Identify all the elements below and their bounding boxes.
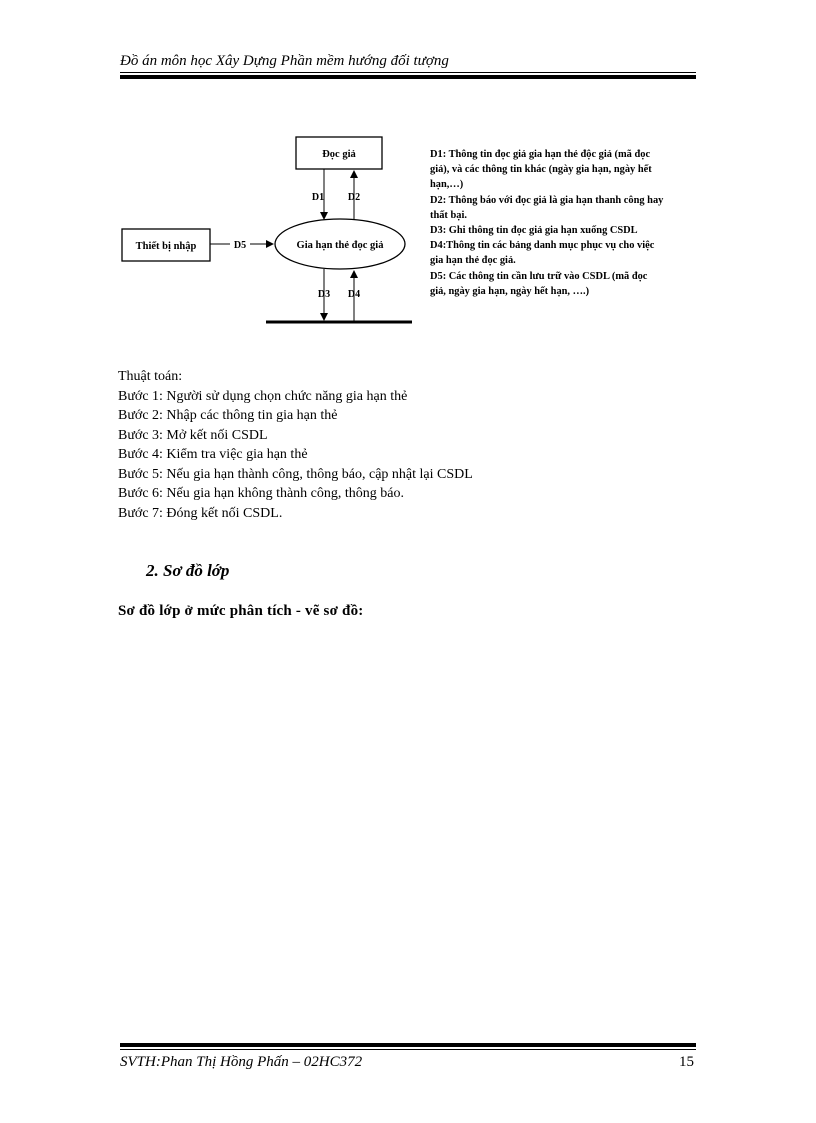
- algorithm-step: Bước 2: Nhập các thông tin gia hạn thẻ: [118, 408, 338, 423]
- section-title: 2. Sơ đồ lớp: [146, 561, 230, 580]
- legend-line: D4:Thông tin các bảng danh mục phục vụ cho việc: [430, 240, 655, 252]
- legend-line: hạn,…): [430, 179, 464, 191]
- process-label: Gia hạn thẻ đọc giả: [296, 240, 384, 251]
- header-rule: [120, 75, 696, 79]
- legend-line: gia hạn thẻ đọc giả.: [430, 255, 516, 267]
- flow-d2-label: D2: [347, 192, 361, 203]
- diagram-legend: [430, 147, 700, 299]
- flow-d5-label: D5: [233, 240, 247, 251]
- algorithm-title: Thuật toán:: [118, 369, 183, 384]
- algorithm-step: Bước 7: Đóng kết nối CSDL.: [118, 505, 283, 521]
- algorithm-step: Bước 3: Mở kết nối CSDL: [118, 427, 268, 443]
- header-title: Đồ án môn học Xây Dựng Phần mềm hướng đối tượng: [120, 53, 449, 69]
- footer-rule-thin: [120, 1049, 696, 1050]
- legend-line: giả), và các thông tin khác (ngày gia hạn, ngày hết: [430, 164, 652, 176]
- device-box-label: Thiết bị nhập: [135, 241, 197, 252]
- algorithm-step: Bước 1: Người sử dụng chọn chức năng gia hạn thẻ: [118, 388, 408, 404]
- algorithm-block: [118, 367, 473, 523]
- flow-d1-label: D1: [311, 192, 325, 203]
- footer-author: SVTH:Phan Thị Hồng Phấn – 02HC372: [120, 1054, 363, 1070]
- footer-rule: [120, 1043, 696, 1047]
- legend-line: thất bại.: [430, 209, 467, 221]
- algorithm-step: Bước 5: Nếu gia hạn thành công, thông báo, cập nhật lại CSDL: [118, 466, 473, 482]
- data-flow-diagram: [110, 125, 430, 335]
- reader-box-label: Đọc giả: [322, 149, 356, 160]
- algorithm-step: Bước 4: Kiểm tra việc gia hạn thẻ: [118, 447, 308, 462]
- section-subtitle: Sơ đồ lớp ở mức phân tích - vẽ sơ đồ:: [118, 603, 364, 619]
- legend-line: D2: Thông báo với đọc giả là gia hạn thanh công hay: [430, 194, 664, 206]
- legend-line: D3: Ghi thông tin đọc giả gia hạn xuống CSDL: [430, 225, 638, 237]
- legend-line: D5: Các thông tin cần lưu trữ vào CSDL (mã đọc: [430, 270, 648, 282]
- flow-d4-label: D4: [347, 289, 361, 300]
- legend-line: D1: Thông tin đọc giả gia hạn thẻ độc giả (mã đọc: [430, 149, 651, 160]
- legend-line: giả, ngày gia hạn, ngày hết hạn, ….): [430, 285, 590, 297]
- algorithm-step: Bước 6: Nếu gia hạn không thành công, thông báo.: [118, 486, 404, 501]
- flow-d3-label: D3: [317, 289, 331, 300]
- page-number: 15: [679, 1054, 694, 1070]
- header-rule-thin: [120, 72, 696, 73]
